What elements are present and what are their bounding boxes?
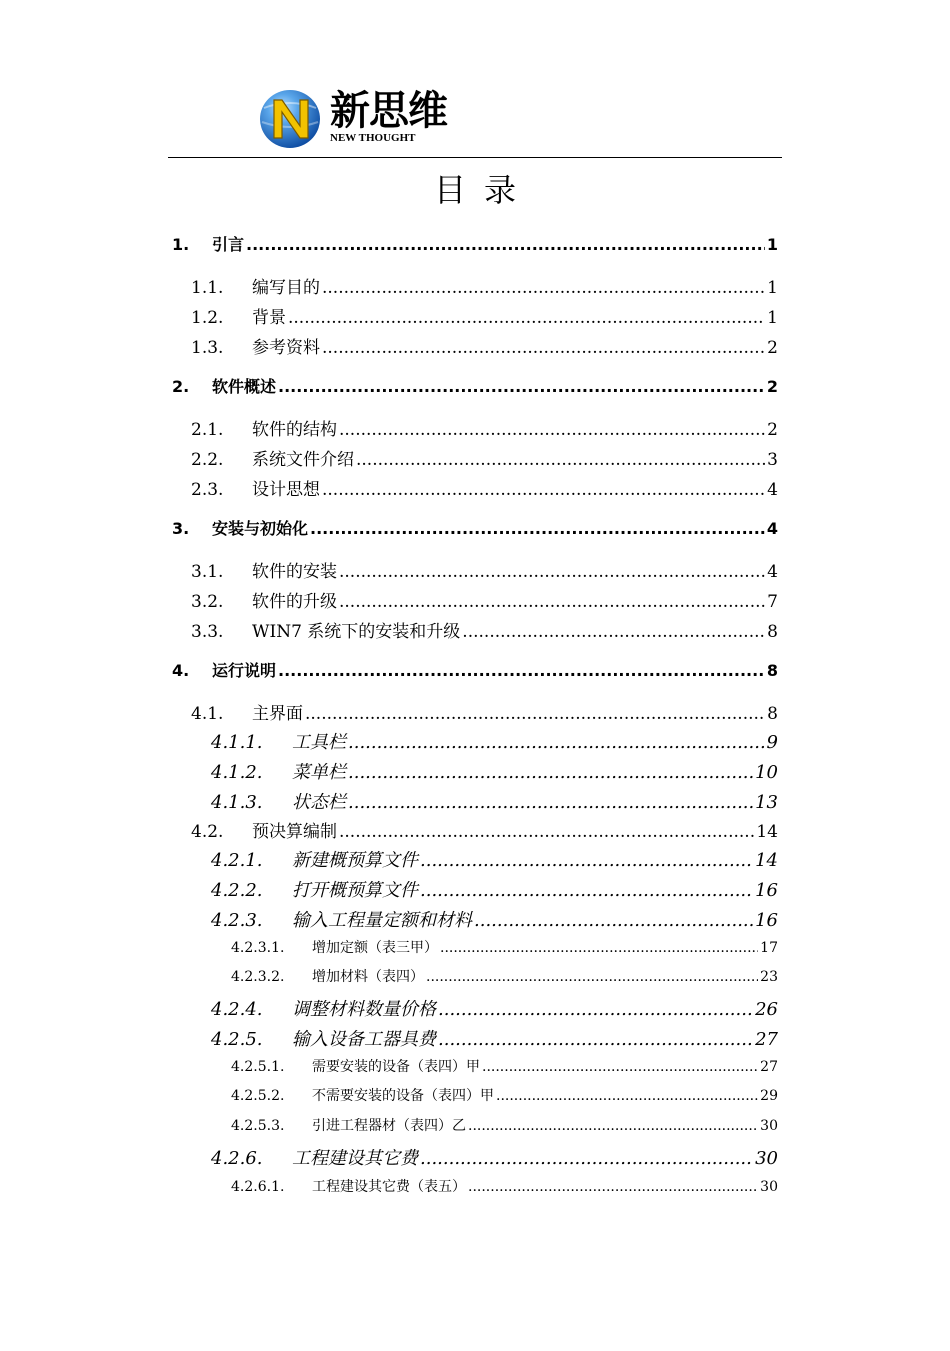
toc-entry-label: 增加定额（表三甲）	[312, 940, 438, 956]
toc-entry[interactable]	[211, 1025, 778, 1051]
toc-entry-number: 4.	[172, 661, 190, 680]
toc-entry-number: 4.1.3.	[211, 792, 263, 813]
toc-entry-page: 2	[766, 377, 778, 396]
toc-entry-number: 2.3.	[191, 480, 224, 500]
toc-dot-leader	[322, 278, 765, 298]
toc-entry-number: 1.1.	[191, 278, 224, 298]
toc-entry-page: 8	[767, 704, 778, 724]
globe-logo-icon	[258, 88, 324, 150]
toc-entry-number: 4.1.1.	[211, 732, 263, 753]
toc-entry-page: 3	[767, 450, 778, 470]
toc-entry-label: 输入工程量定额和材料	[292, 910, 472, 931]
toc-entry-page: 1	[766, 235, 778, 254]
toc-entry[interactable]	[172, 516, 778, 539]
toc-dot-leader	[305, 704, 765, 724]
toc-entry-label: 工程建设其它费	[292, 1148, 418, 1169]
toc-entry-page: 14	[755, 850, 778, 871]
toc-entry-page: 23	[760, 969, 778, 985]
toc-entry-number: 4.2.5.3.	[231, 1118, 285, 1134]
toc-entry-label: 编写目的	[252, 278, 320, 298]
toc-dot-leader	[438, 999, 753, 1020]
toc-entry[interactable]	[211, 1144, 778, 1170]
toc-entry[interactable]	[191, 699, 778, 724]
toc-dot-leader	[420, 850, 753, 871]
toc-entry-page: 7	[767, 592, 778, 612]
toc-dot-leader	[246, 235, 765, 254]
toc-entry[interactable]	[191, 617, 778, 642]
toc-dot-leader	[474, 910, 753, 931]
toc-entry[interactable]	[211, 876, 778, 902]
toc-dot-leader	[278, 661, 765, 680]
toc-dot-leader	[468, 1179, 758, 1195]
toc-entry-page: 30	[760, 1179, 778, 1195]
toc-entry-page: 26	[755, 999, 778, 1020]
toc-entry-page: 8	[767, 622, 778, 642]
toc-entry-number: 4.2.2.	[211, 880, 263, 901]
toc-entry-label: 参考资料	[252, 338, 320, 358]
toc-entry-page: 14	[756, 822, 778, 842]
logo-text-en: NEW THOUGHT	[330, 132, 416, 144]
toc-entry-label: 主界面	[252, 704, 303, 724]
toc-dot-leader	[440, 940, 758, 956]
toc-entry-page: 27	[755, 1029, 778, 1050]
toc-entry[interactable]	[231, 1115, 778, 1135]
toc-entry[interactable]	[172, 658, 778, 681]
toc-entry-number: 4.2.3.1.	[231, 940, 285, 956]
toc-entry-label: 新建概预算文件	[292, 850, 418, 871]
toc-entry-label: 软件的安装	[252, 562, 337, 582]
toc-entry-number: 2.1.	[191, 420, 224, 440]
toc-dot-leader	[496, 1088, 758, 1104]
toc-entry-label: 引言	[212, 235, 245, 254]
toc-entry[interactable]	[211, 758, 778, 784]
toc-entry-number: 4.2.3.2.	[231, 969, 285, 985]
toc-entry-label: 软件的升级	[252, 592, 337, 612]
toc-entry-number: 4.2.3.	[211, 910, 263, 931]
toc-entry[interactable]	[191, 557, 778, 582]
toc-dot-leader	[322, 338, 765, 358]
toc-entry-page: 1	[767, 308, 778, 328]
toc-entry-page: 4	[766, 519, 778, 538]
page-title: 目录	[433, 171, 534, 209]
toc-entry-page: 4	[767, 480, 778, 500]
company-logo	[258, 88, 458, 150]
toc-entry-number: 1.	[172, 235, 190, 254]
toc-entry-number: 2.2.	[191, 450, 224, 470]
toc-dot-leader	[462, 622, 765, 642]
toc-dot-leader	[310, 519, 765, 538]
logo-text-zh: 新思维	[330, 88, 447, 134]
toc-dot-leader	[278, 377, 765, 396]
toc-entry-page: 17	[760, 940, 778, 956]
toc-entry-label: 输入设备工器具费	[292, 1029, 436, 1050]
toc-dot-leader	[339, 562, 765, 582]
toc-entry-label: 菜单栏	[292, 762, 346, 783]
toc-entry[interactable]	[172, 374, 778, 397]
toc-entry-number: 4.1.	[191, 704, 224, 724]
toc-entry-label: 背景	[252, 308, 286, 328]
toc-dot-leader	[482, 1059, 758, 1075]
toc-entry-page: 30	[755, 1148, 778, 1169]
toc-entry-number: 3.2.	[191, 592, 224, 612]
toc-entry-label: 增加材料（表四）	[312, 969, 424, 985]
toc-entry-label: 工具栏	[292, 732, 346, 753]
toc-entry-label: 不需要安装的设备（表四）甲	[312, 1088, 494, 1104]
toc-entry-page: 9	[766, 732, 778, 753]
toc-entry[interactable]	[191, 587, 778, 612]
toc-entry-label: 需要安装的设备（表四）甲	[312, 1059, 480, 1075]
toc-entry-number: 4.2.5.1.	[231, 1059, 285, 1075]
toc-entry-label: 打开概预算文件	[292, 880, 418, 901]
toc-entry-label: 工程建设其它费（表五）	[312, 1179, 466, 1195]
toc-entry-page: 27	[760, 1059, 778, 1075]
toc-entry-page: 30	[760, 1118, 778, 1134]
toc-entry[interactable]	[231, 1056, 778, 1076]
toc-entry[interactable]	[231, 966, 778, 986]
toc-entry-number: 4.2.4.	[211, 999, 263, 1020]
toc-entry-page: 29	[760, 1088, 778, 1104]
toc-entry-label: 软件的结构	[252, 420, 337, 440]
toc-entry[interactable]	[231, 1176, 778, 1196]
toc-entry-label: 设计思想	[252, 480, 320, 500]
toc-entry-number: 4.1.2.	[211, 762, 263, 783]
toc-entry-label: 预决算编制	[252, 822, 337, 842]
toc-entry[interactable]	[211, 728, 778, 754]
toc-dot-leader	[356, 450, 765, 470]
toc-entry-page: 4	[767, 562, 778, 582]
toc-entry[interactable]	[191, 817, 778, 842]
toc-entry-number: 4.2.1.	[211, 850, 263, 871]
toc-entry-page: 8	[766, 661, 778, 680]
toc-entry-label: 软件概述	[212, 377, 277, 396]
toc-dot-leader	[288, 308, 765, 328]
toc-dot-leader	[348, 762, 753, 783]
toc-entry-page: 10	[755, 762, 778, 783]
toc-dot-leader	[322, 480, 765, 500]
toc-entry[interactable]	[231, 937, 778, 957]
toc-entry[interactable]	[191, 415, 778, 440]
toc-entry-number: 4.2.	[191, 822, 224, 842]
toc-entry-number: 3.	[172, 519, 190, 538]
toc-entry-number: 1.2.	[191, 308, 224, 328]
toc-entry-label: 调整材料数量价格	[292, 999, 436, 1020]
toc-entry[interactable]	[191, 333, 778, 358]
toc-dot-leader	[348, 732, 765, 753]
toc-entry-number: 4.2.5.	[211, 1029, 263, 1050]
toc-entry[interactable]	[191, 273, 778, 298]
toc-entry-page: 2	[767, 338, 778, 358]
toc-entry[interactable]	[231, 1085, 778, 1105]
toc-entry-number: 4.2.5.2.	[231, 1088, 285, 1104]
toc-entry-label: 引进工程器材（表四）乙	[312, 1118, 466, 1134]
toc-entry-number: 4.2.6.1.	[231, 1179, 285, 1195]
toc-entry-label: 状态栏	[292, 792, 346, 813]
toc-entry[interactable]	[211, 906, 778, 932]
toc-entry-page: 13	[755, 792, 778, 813]
toc-dot-leader	[426, 969, 758, 985]
toc-dot-leader	[420, 1148, 753, 1169]
toc-entry[interactable]	[211, 788, 778, 814]
toc-entry-number: 3.1.	[191, 562, 224, 582]
toc-entry-number: 3.3.	[191, 622, 224, 642]
toc-entry-label: WIN7 系统下的安装和升级	[252, 622, 461, 642]
toc-entry-page: 16	[755, 910, 778, 931]
toc-dot-leader	[468, 1118, 758, 1134]
toc-dot-leader	[438, 1029, 753, 1050]
toc-entry-number: 1.3.	[191, 338, 224, 358]
toc-dot-leader	[339, 592, 765, 612]
toc-entry[interactable]	[211, 995, 778, 1021]
toc-dot-leader	[348, 792, 753, 813]
header-divider	[168, 157, 782, 158]
toc-dot-leader	[339, 822, 754, 842]
toc-entry-number: 2.	[172, 377, 190, 396]
toc-entry[interactable]	[172, 232, 778, 255]
toc-entry-label: 安装与初始化	[212, 519, 309, 538]
toc-entry-page: 16	[755, 880, 778, 901]
toc-entry-label: 运行说明	[212, 661, 277, 680]
toc-entry-page: 1	[767, 278, 778, 298]
toc-entry[interactable]	[211, 846, 778, 872]
toc-entry[interactable]	[191, 303, 778, 328]
toc-entry[interactable]	[191, 475, 778, 500]
toc-entry-page: 2	[767, 420, 778, 440]
toc-entry[interactable]	[191, 445, 778, 470]
toc-entry-number: 4.2.6.	[211, 1148, 263, 1169]
toc-dot-leader	[339, 420, 765, 440]
toc-entry-label: 系统文件介绍	[252, 450, 354, 470]
toc-dot-leader	[420, 880, 753, 901]
